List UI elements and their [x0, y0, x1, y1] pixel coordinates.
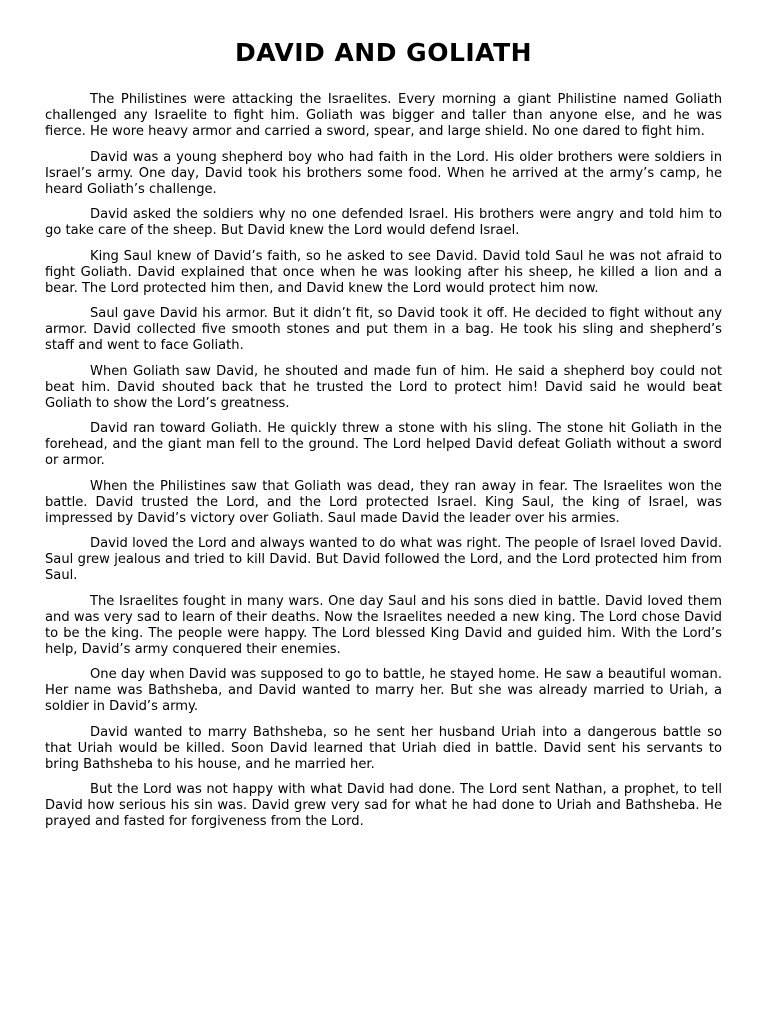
paragraph: But the Lord was not happy with what David had done. The Lord sent Nathan, a prophet, to tell David how serious his sin was. David grew very sad for what he had done to Uriah and Bathsheba. He prayed and fasted for forgiveness from the Lord.: [45, 782, 722, 829]
paragraph: The Philistines were attacking the Israelites. Every morning a giant Philistine named Goliath challenged any Israelite to fight him. Goliath was bigger and taller than anyone else, and he was fierce. He wore heavy armor and carried a sword, spear, and large shield. No one dared to fight him.: [45, 92, 722, 139]
paragraph: The Israelites fought in many wars. One day Saul and his sons died in battle. David loved them and was very sad to learn of their deaths. Now the Israelites needed a new king. The Lord chose David to be the king. The people were happy. The Lord blessed King David and guided him. With the Lord’s help, David’s army conquered their enemies.: [45, 593, 722, 657]
paragraph: David wanted to marry Bathsheba, so he sent her husband Uriah into a dangerous battle so that Uriah would be killed. Soon David learned that Uriah died in battle. David sent his servants to bring Bathsheba to his house, and he married her.: [45, 724, 722, 772]
paragraph: David loved the Lord and always wanted to do what was right. The people of Israel loved David. Saul grew jealous and tried to kill David. But David followed the Lord, and the Lord protected him from Saul.: [45, 536, 722, 583]
document-body: [45, 92, 722, 830]
paragraph: David asked the soldiers why no one defended Israel. His brothers were angry and told him to go take care of the sheep. But David knew the Lord would defend Israel.: [45, 207, 722, 238]
paragraph: One day when David was supposed to go to battle, he stayed home. He saw a beautiful woman. Her name was Bathsheba, and David wanted to marry her. But she was already married to Uriah, a soldier in David’s army.: [45, 667, 722, 714]
paragraph: When the Philistines saw that Goliath was dead, they ran away in fear. The Israelites won the battle. David trusted the Lord, and the Lord protected Israel. King Saul, the king of Israel, was impressed by David’s victory over Goliath. Saul made David the leader over his armies.: [45, 478, 722, 526]
paragraph: David ran toward Goliath. He quickly threw a stone with his sling. The stone hit Goliath in the forehead, and the giant man fell to the ground. The Lord helped David defeat Goliath without a sword or armor.: [45, 421, 722, 468]
paragraph: Saul gave David his armor. But it didn’t fit, so David took it off. He decided to fight without any armor. David collected five smooth stones and put them in a bag. He took his sling and shepherd’s staff and went to face Goliath.: [45, 306, 722, 353]
paragraph: When Goliath saw David, he shouted and made fun of him. He said a shepherd boy could not beat him. David shouted back that he trusted the Lord to protect him! David said he would beat Goliath to show the Lord’s greatness.: [45, 363, 722, 411]
paragraph: David was a young shepherd boy who had faith in the Lord. His older brothers were soldiers in Israel’s army. One day, David took his brothers some food. When he arrived at the army’s camp, he heard Goliath’s challenge.: [45, 149, 722, 197]
paragraph: King Saul knew of David’s faith, so he asked to see David. David told Saul he was not afraid to fight Goliath. David explained that once when he was looking after his sheep, he killed a lion and a bear. The Lord protected him then, and David knew the Lord would protect him now.: [45, 248, 722, 296]
document-title: DAVID AND GOLIATH: [234, 38, 533, 67]
